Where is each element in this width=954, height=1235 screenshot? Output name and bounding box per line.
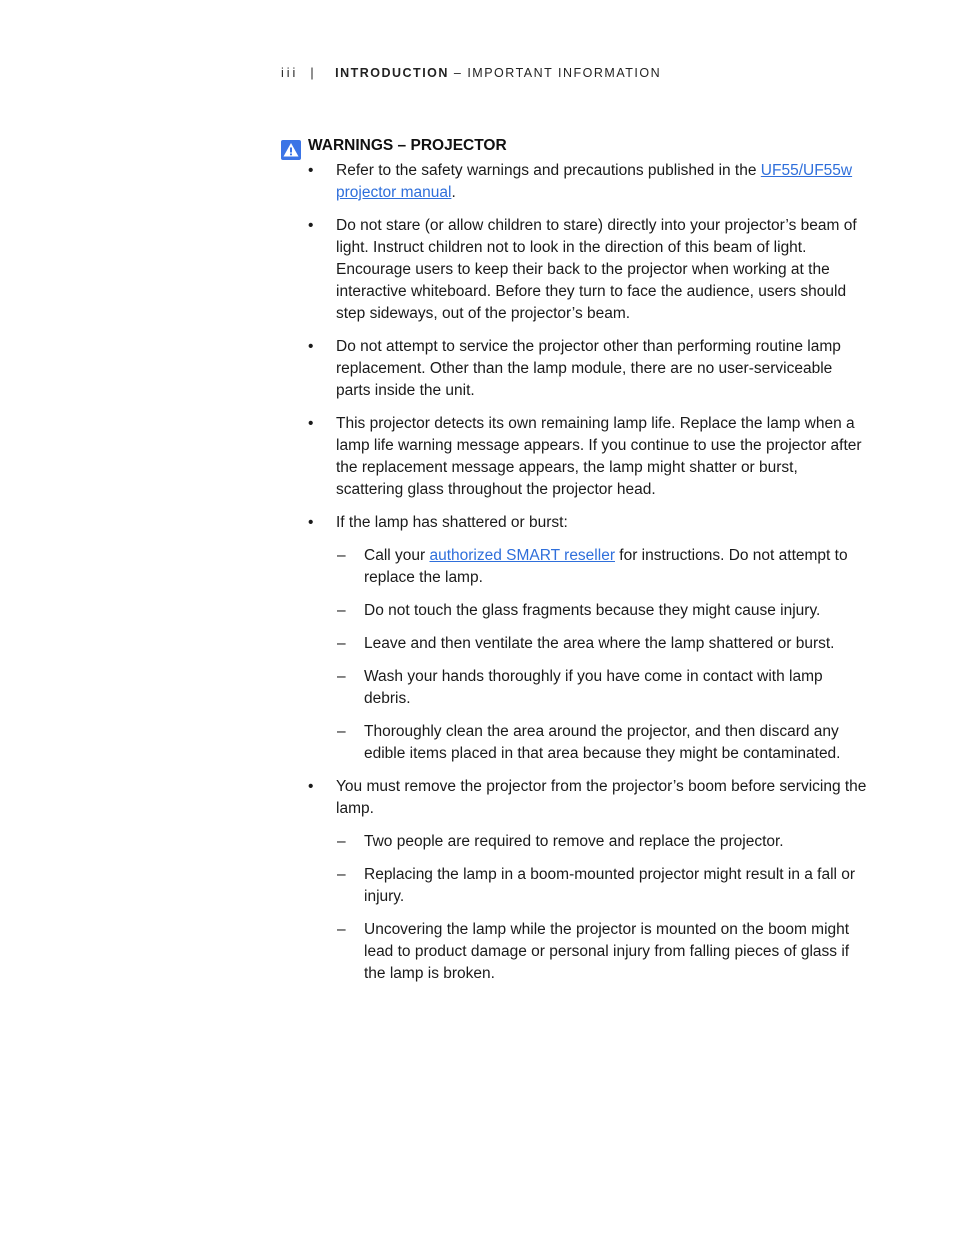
item-text: Uncovering the lamp while the projector is mounted on the boom might lead to product damage or personal injury from falling pieces of glass if the lamp is broken. (364, 921, 850, 982)
sub-list-item (308, 919, 868, 985)
item-text: Leave and then ventilate the area where the lamp shattered or burst. (364, 635, 835, 652)
item-text: Do not stare (or allow children to stare) directly into your projector’s beam of light. Instruct children not to look in the direction of this beam of light. Encourage users to keep their back to the projector when working at the interactive whiteboard. Before they turn to face the audience, users should step sideways, out of the projector’s beam. (336, 217, 857, 322)
running-header (281, 66, 661, 80)
smart-reseller-link[interactable]: authorized SMART reseller (429, 547, 615, 564)
bullet-mark: • (308, 415, 314, 432)
list-item (308, 776, 868, 820)
warning-triangle-icon (281, 140, 301, 160)
projector-manual-link[interactable]: UF55/UF55w projector manual (336, 162, 853, 201)
warning-heading: WARNINGS – PROJECTOR (308, 137, 507, 154)
item-text: You must remove the projector from the projector’s boom before servicing the lamp. (336, 778, 867, 817)
dash-mark: – (337, 668, 346, 685)
header-section: INTRODUCTION (335, 66, 449, 80)
list-item (308, 512, 868, 534)
item-text: If the lamp has shattered or burst: (336, 514, 568, 531)
bullet-mark: • (308, 778, 314, 795)
header-dash: – (448, 66, 468, 80)
page-number: iii (281, 66, 299, 80)
dash-mark: – (337, 602, 346, 619)
sub-list-item (308, 600, 868, 622)
sub-list-item (308, 721, 868, 765)
header-topic: IMPORTANT INFORMATION (467, 66, 662, 80)
sub-list-item (308, 633, 868, 655)
bullet-mark: • (308, 338, 314, 355)
item-text: Two people are required to remove and replace the projector. (364, 833, 784, 850)
item-text: Thoroughly clean the area around the projector, and then discard any edible items placed in that area because they might be contaminated. (364, 723, 841, 762)
list-item (308, 160, 868, 204)
item-text: Do not attempt to service the projector other than performing routine lamp replacement. Other than the lamp module, there are no user-serviceable parts inside the unit. (336, 338, 841, 399)
sub-list-item (308, 545, 868, 589)
bullet-mark: • (308, 217, 314, 234)
sub-list-item (308, 831, 868, 853)
dash-mark: – (337, 921, 346, 938)
list-item (308, 215, 868, 325)
item-text: This projector detects its own remaining lamp life. Replace the lamp when a lamp life warning message appears. If you continue to use the projector after the replacement message appears, the lamp might shatter or burst, scattering glass throughout the projector head. (336, 415, 862, 498)
dash-mark: – (337, 833, 346, 850)
warning-list (308, 160, 868, 996)
dash-mark: – (337, 723, 346, 740)
sub-list-item (308, 864, 868, 908)
bullet-mark: • (308, 162, 314, 179)
item-text: Refer to the safety warnings and precautions published in the (336, 162, 761, 179)
header-separator: | (310, 66, 316, 80)
item-text: for instructions. Do not attempt to replace the lamp. (364, 547, 848, 586)
dash-mark: – (337, 866, 346, 883)
sub-list-item (308, 666, 868, 710)
item-text: . (451, 184, 456, 201)
dash-mark: – (337, 547, 346, 564)
item-text: Wash your hands thoroughly if you have come in contact with lamp debris. (364, 668, 823, 707)
item-text: Replacing the lamp in a boom-mounted projector might result in a fall or injury. (364, 866, 856, 905)
list-item (308, 336, 868, 402)
item-text: Do not touch the glass fragments because they might cause injury. (364, 602, 821, 619)
bullet-mark: • (308, 514, 314, 531)
list-item (308, 413, 868, 501)
dash-mark: – (337, 635, 346, 652)
item-text: Call your (364, 547, 430, 564)
